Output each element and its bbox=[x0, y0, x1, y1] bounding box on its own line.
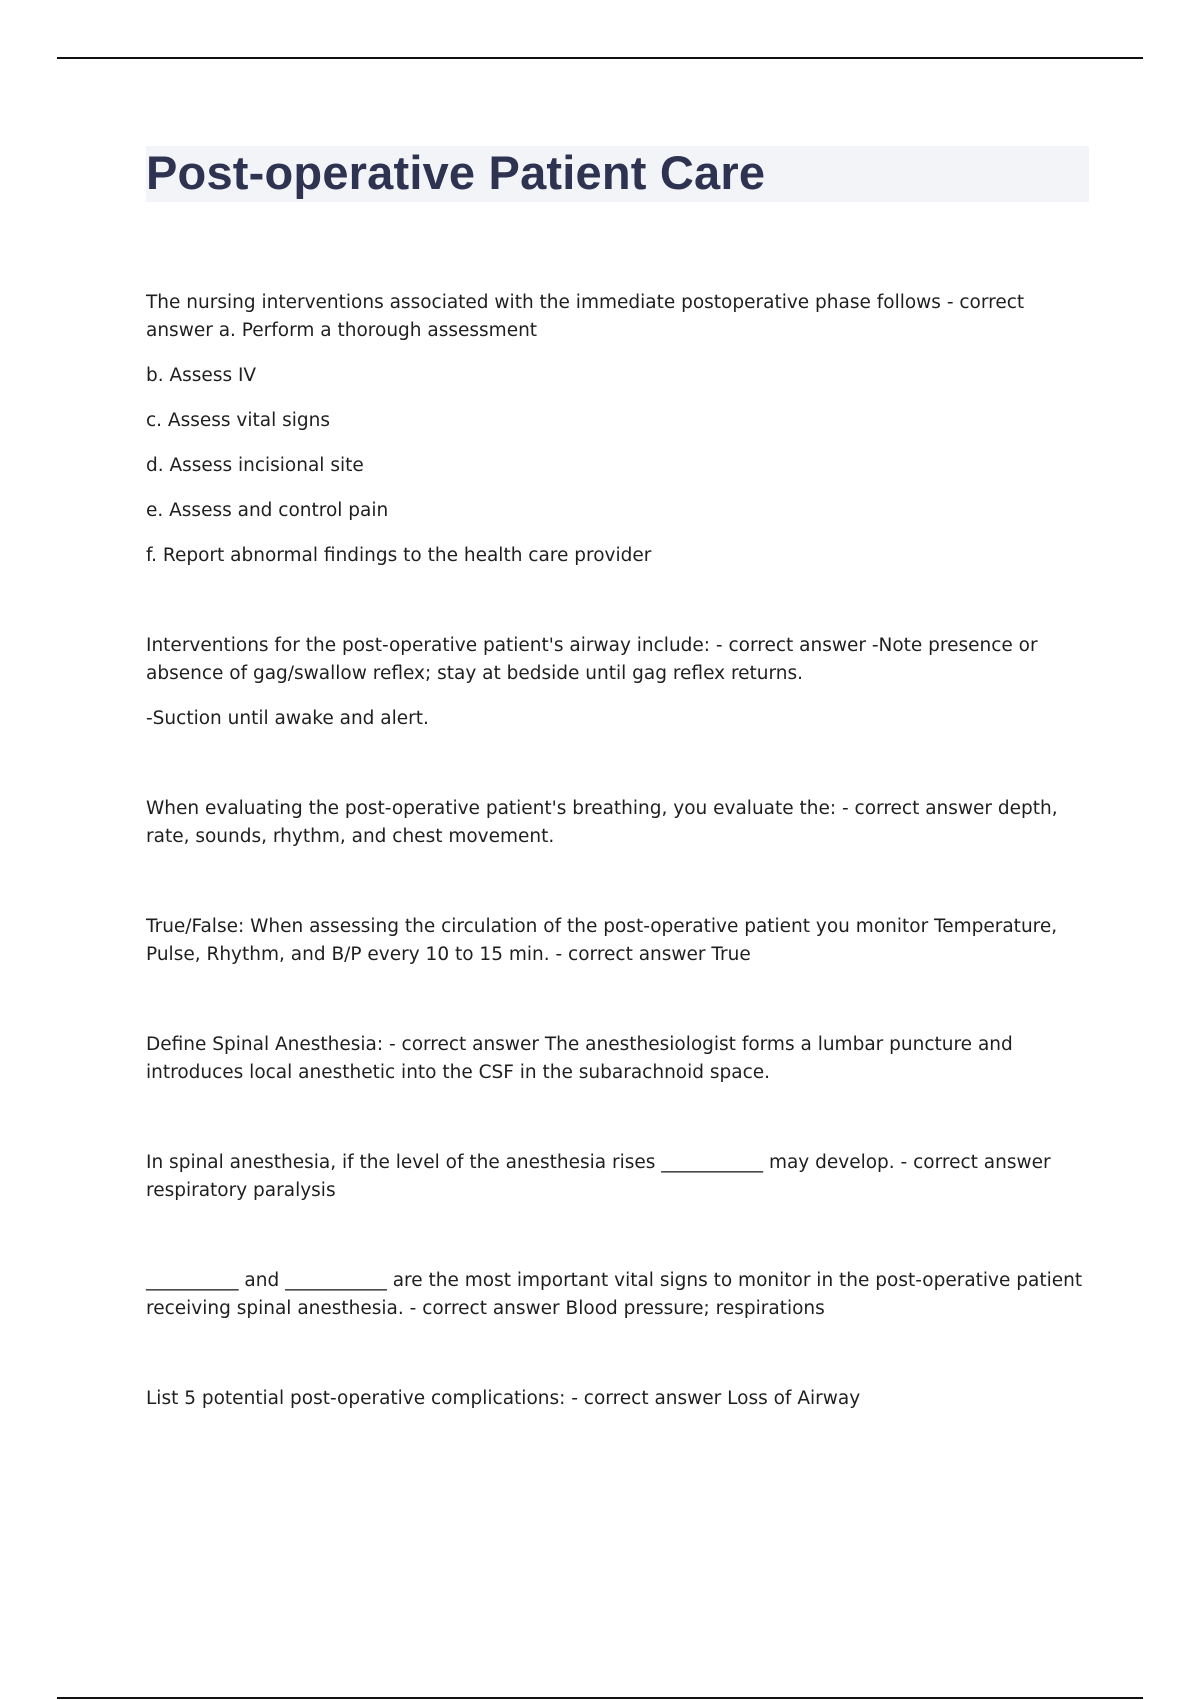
qa-item-postop-interventions bbox=[146, 289, 1096, 570]
paragraph: Define Spinal Anesthesia: - correct answer The anesthesiologist forms a lumbar puncture and introduces local anesthetic into the CSF in the subarachnoid space. bbox=[146, 1034, 1013, 1083]
qa-item-breathing bbox=[146, 795, 1096, 851]
qa-item-complications bbox=[146, 1385, 1096, 1413]
qa-item-airway bbox=[146, 632, 1096, 733]
paragraph: In spinal anesthesia, if the level of the anesthesia rises ___________ may develop. - correct answer respiratory paralysis bbox=[146, 1152, 1051, 1201]
paragraph: Interventions for the post-operative patient's airway include: - correct answer -Note presence or absence of gag/swallow reflex; stay at bedside until gag reflex returns. bbox=[146, 635, 1038, 684]
paragraph: True/False: When assessing the circulation of the post-operative patient you monitor Temperature, Pulse, Rhythm, and B/P every 10 to 15 min. - correct answer True bbox=[146, 916, 1058, 965]
document-body bbox=[146, 289, 1096, 1413]
paragraph: c. Assess vital signs bbox=[146, 410, 330, 431]
paragraph: List 5 potential post-operative complications: - correct answer Loss of Airway bbox=[146, 1388, 861, 1409]
top-rule bbox=[57, 57, 1143, 59]
paragraph: e. Assess and control pain bbox=[146, 500, 389, 521]
paragraph: -Suction until awake and alert. bbox=[146, 708, 429, 729]
qa-item-vital-signs bbox=[146, 1267, 1096, 1323]
qa-item-circulation bbox=[146, 913, 1096, 969]
paragraph: d. Assess incisional site bbox=[146, 455, 364, 476]
page-title: Post-operative Patient Care bbox=[146, 146, 766, 199]
paragraph: f. Report abnormal findings to the health care provider bbox=[146, 545, 652, 566]
paragraph: When evaluating the post-operative patient's breathing, you evaluate the: - correct answer depth, rate, sounds, rhythm, and chest movement. bbox=[146, 798, 1058, 847]
bottom-rule bbox=[57, 1697, 1143, 1699]
paragraph: The nursing interventions associated with the immediate postoperative phase follows - correct answer a. Perform a thorough assessment bbox=[146, 292, 1025, 341]
paragraph: __________ and ___________ are the most important vital signs to monitor in the post-operative patient receiving spinal anesthesia. - correct answer Blood pressure; respirations bbox=[146, 1270, 1083, 1319]
qa-item-anesthesia-level bbox=[146, 1149, 1096, 1205]
paragraph: b. Assess IV bbox=[146, 365, 257, 386]
qa-item-spinal-anesthesia-definition bbox=[146, 1031, 1096, 1087]
